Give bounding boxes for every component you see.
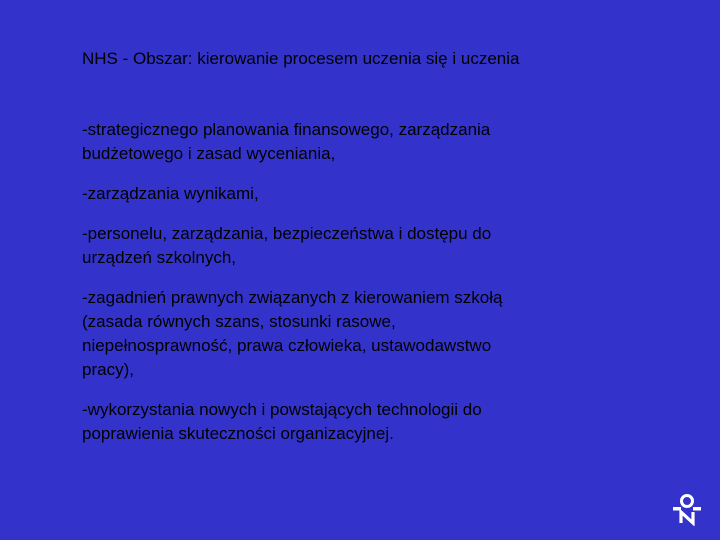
- bullet-line: urządzeń szkolnych,: [82, 248, 237, 267]
- slide-title: NHS - Obszar: kierowanie procesem uczenia się i uczenia: [82, 49, 520, 68]
- bullet-line: -strategicznego planowania finansowego, zarządzania: [82, 120, 491, 139]
- bullet-line: -zagadnień prawnych związanych z kierowaniem szkołą: [82, 288, 503, 307]
- bullet-item: [82, 398, 622, 446]
- bullet-line: poprawienia skuteczności organizacyjnej.: [82, 424, 394, 443]
- bullet-line: budżetowego i zasad wyceniania,: [82, 144, 336, 163]
- bullet-item: [82, 182, 622, 206]
- bullet-item: [82, 286, 622, 382]
- bullet-line: niepełnosprawność, prawa człowieka, ustawodawstwo: [82, 336, 492, 355]
- bullet-item: [82, 118, 622, 166]
- on-logo-graphic: [670, 492, 704, 526]
- bullet-list: [82, 118, 622, 462]
- bullet-item: [82, 222, 622, 270]
- on-logo-icon: [670, 492, 704, 526]
- bullet-line: -zarządzania wynikami,: [82, 184, 259, 203]
- bullet-line: -personelu, zarządzania, bezpieczeństwa i dostępu do: [82, 224, 492, 243]
- bullet-line: -wykorzystania nowych i powstających technologii do: [82, 400, 482, 419]
- bullet-line: (zasada równych szans, stosunki rasowe,: [82, 312, 396, 331]
- bullet-line: pracy),: [82, 360, 134, 379]
